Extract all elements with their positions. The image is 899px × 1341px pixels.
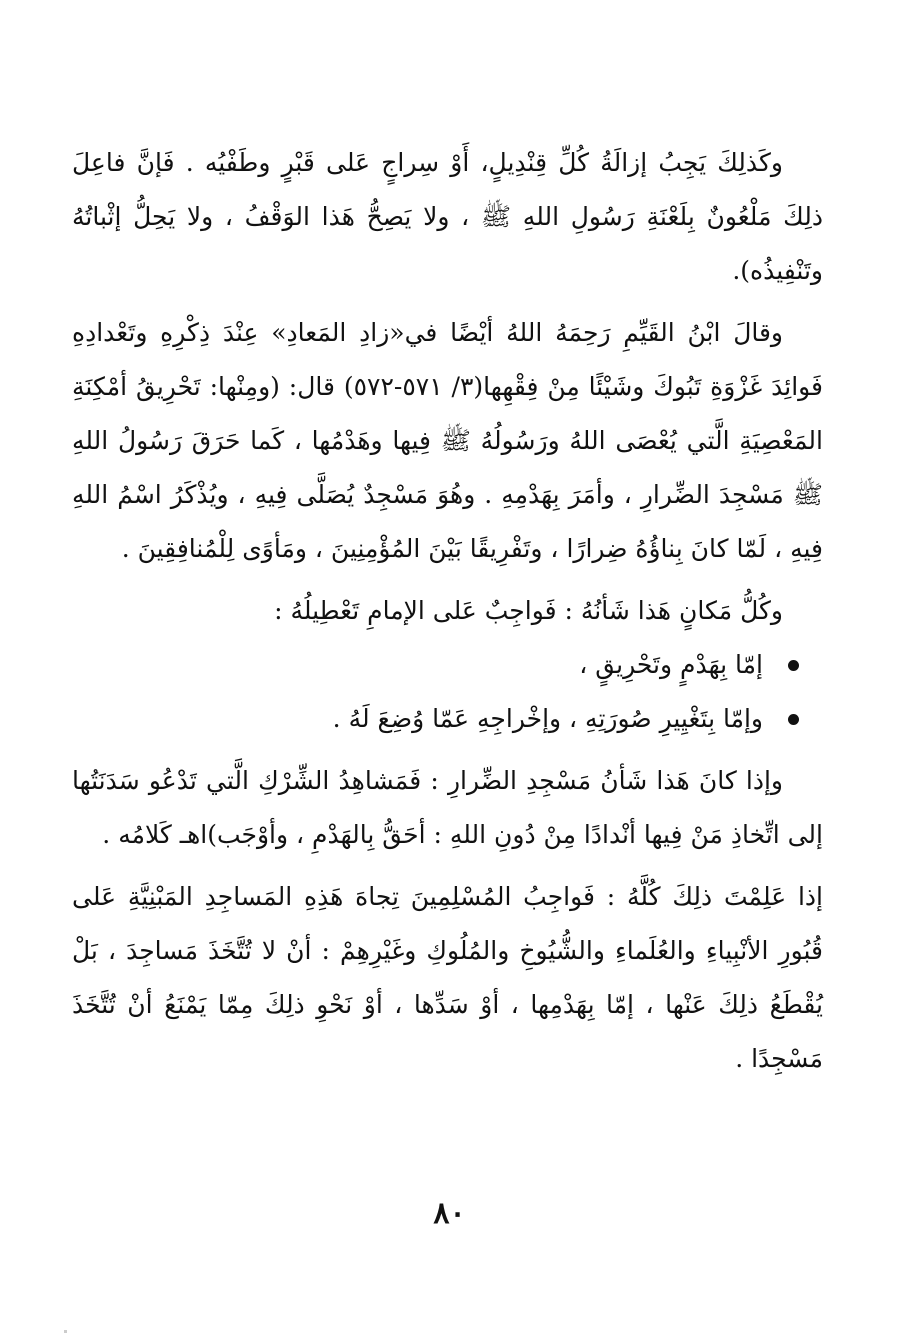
- paragraph-candles: وكَذلِكَ يَجِبُ إزالَةُ كُلِّ قِنْدِيلٍ، أَوْ سِراجٍ عَلى قَبْرٍ وطَفْيُه . فَإنَّ فاعِلَ ذلِكَ مَلْعُونٌ بِلَعْنَةِ رَسُولِ اللهِ ﷺ ، ولا يَصِحُّ هَذا الوَقْفُ ، ولا يَحِلُّ إثْباتُهُ وتَنْفِيذُه).: [72, 148, 823, 285]
- list-item: [72, 638, 763, 692]
- scan-artifact: [64, 1330, 67, 1333]
- bullet-dot-icon: [788, 660, 799, 671]
- bullet-list: [72, 638, 823, 746]
- paragraph-shrines: وإذا كانَ هَذا شَأنُ مَسْجِدِ الضِّرارِ : فَمَشاهِدُ الشِّرْكِ الَّتي تَدْعُو سَدَنَتُها إلى اتِّخاذِ مَنْ فِيها أنْدادًا مِنْ دُونِ اللهِ : أحَقُّ بِالهَدْمِ ، وأوْجَب)اهـ كَلامُه .: [72, 766, 823, 849]
- page-number: ٨٠: [433, 1196, 466, 1231]
- bullet-dot-icon: [788, 714, 799, 725]
- paragraph-every-place: وكُلُّ مَكانٍ هَذا شَأنُهُ : فَواجِبٌ عَلى الإمامِ تَعْطِيلُهُ :: [274, 596, 783, 625]
- page-body-text: [72, 136, 823, 1086]
- paragraph-conclusion: إذا عَلِمْتَ ذلِكَ كُلَّهُ : فَواجِبُ المُسْلِمِينَ تِجاهَ هَذِهِ المَساجِدِ المَبْنِيَّةِ عَلى قُبُورِ الأنْبِياءِ والعُلَماءِ والشُّيُوخِ والمُلُوكِ وغَيْرِهِمْ : أنْ لا تُتَّخَذَ مَساجِدَ ، بَلْ يُقْطَعُ ذلِكَ عَنْها ، إمّا بِهَدْمِها ، أوْ سَدِّها ، أوْ نَحْوِ ذلِكَ مِمّا يَمْنَعُ أنْ تُتَّخَذَ مَسْجِدًا .: [72, 882, 823, 1073]
- bullet-text: وإمّا بِتَغْيِيرِ صُورَتِهِ ، وإخْراجِهِ عَمّا وُضِعَ لَهُ .: [332, 704, 763, 733]
- list-item: [72, 692, 763, 746]
- bullet-text: إمّا بِهَدْمٍ وتَحْرِيقٍ ،: [579, 650, 763, 679]
- paragraph-ibn-qayyim-quote: وقالَ ابْنُ القَيِّمِ رَحِمَهُ اللهُ أيْضًا في«زادِ المَعادِ» عِنْدَ ذِكْرِهِ وتَعْدادِهِ فَوائِدَ غَزْوَةِ تَبُوكَ وشَيْئًا مِنْ فِقْهِها(٣/ ٥٧١-٥٧٢) قال: (ومِنْها: تَحْرِيقُ أمْكِنَةِ المَعْصِيَةِ الَّتي يُعْصَى اللهُ ورَسُولُهُ ﷺ فِيها وهَدْمُها ، كَما حَرَقَ رَسُولُ اللهِ ﷺ مَسْجِدَ الضِّرارِ ، وأمَرَ بِهَدْمِهِ . وهُوَ مَسْجِدٌ يُصَلَّى فِيهِ ، ويُذْكَرُ اسْمُ اللهِ فِيهِ ، لَمّا كانَ بِناؤُهُ ضِرارًا ، وتَفْرِيقًا بَيْنَ المُؤْمِنِينَ ، ومَأوًى لِلْمُنافِقِينَ .: [72, 318, 824, 563]
